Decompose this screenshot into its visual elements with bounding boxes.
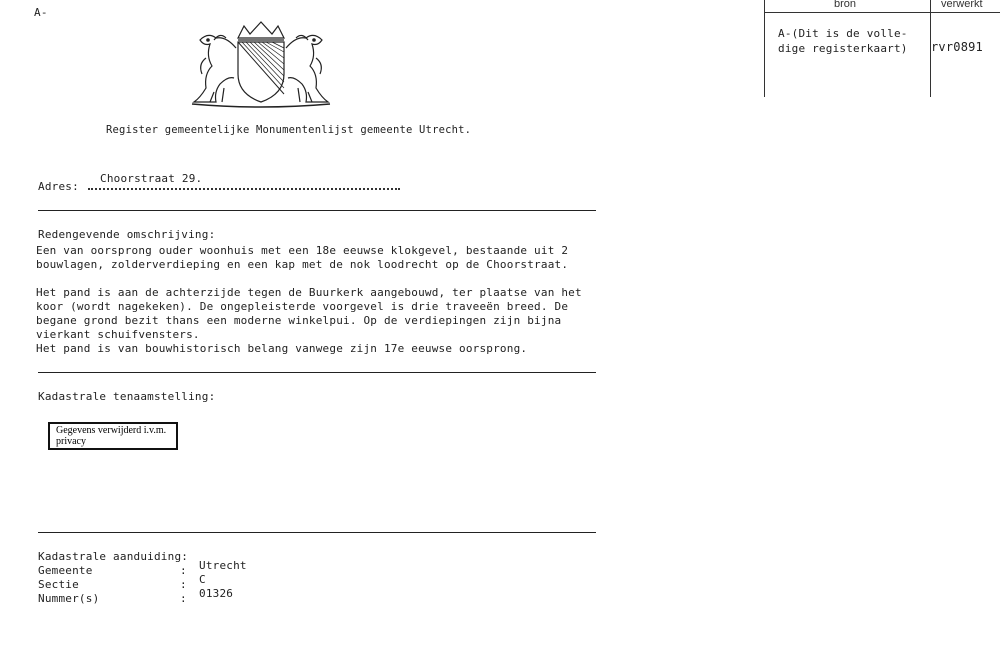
aanduiding-heading: Kadastrale aanduiding: [38, 550, 189, 563]
corner-mark: A- [34, 6, 48, 19]
omschrijving-heading: Redengevende omschrijving: [38, 228, 216, 241]
nummer-label: Nummer(s) [38, 592, 100, 605]
adres-value: Choorstraat 29. [100, 172, 203, 185]
nummer-colon: : [180, 592, 187, 605]
adres-dotted-line [88, 182, 400, 190]
source-table [764, 0, 1000, 97]
verwerkt-value: rvr0891 [931, 40, 983, 54]
para2-line: koor (wordt nagekeken). De ongepleisterde voorgevel is drie traveeën breed. De [36, 300, 569, 313]
para2-line: begane grond bezit thans een moderne winkelpui. Op de verdiepingen zijn bijna [36, 314, 562, 327]
gemeente-value: Utrecht [199, 559, 247, 572]
omschrijving-para2 [36, 286, 582, 356]
gemeente-label: Gemeente [38, 564, 93, 577]
sectie-label: Sectie [38, 578, 79, 591]
header-bron: bron [834, 0, 857, 10]
para2-line: vierkant schuifvensters. [36, 328, 200, 341]
utrecht-coat-of-arms [186, 18, 336, 108]
omschrijving-para1 [36, 244, 568, 272]
adres-label: Adres: [38, 180, 79, 193]
para2-line: Het pand is aan de achterzijde tegen de Buurkerk aangebouwd, ter plaatse van het [36, 286, 582, 299]
header-verwerkt: verwerkt [941, 0, 983, 10]
sectie-value: C [199, 573, 206, 586]
bron-line-2: dige registerkaart) [778, 42, 908, 55]
sectie-colon: : [180, 578, 187, 591]
gemeente-colon: : [180, 564, 187, 577]
privacy-notice-box [48, 422, 178, 450]
divider-1 [38, 210, 596, 211]
privacy-note: Gegevens verwijderd i.v.m. privacy [56, 425, 167, 447]
bron-line-1: A-(Dit is de volle- [778, 27, 908, 40]
tenaamstelling-heading: Kadastrale tenaamstelling: [38, 390, 216, 403]
register-title: Register gemeentelijke Monumentenlijst gemeente Utrecht. [106, 124, 472, 136]
para1-line: Een van oorsprong ouder woonhuis met een 18e eeuwse klokgevel, bestaande uit 2 [36, 244, 569, 257]
para1-line: bouwlagen, zolderverdieping en een kap met de nok loodrecht op de Choorstraat. [36, 258, 569, 271]
divider-2 [38, 372, 596, 373]
para2-line: Het pand is van bouwhistorisch belang vanwege zijn 17e eeuwse oorsprong. [36, 342, 528, 355]
nummer-value: 01326 [199, 587, 234, 600]
divider-3 [38, 532, 596, 533]
